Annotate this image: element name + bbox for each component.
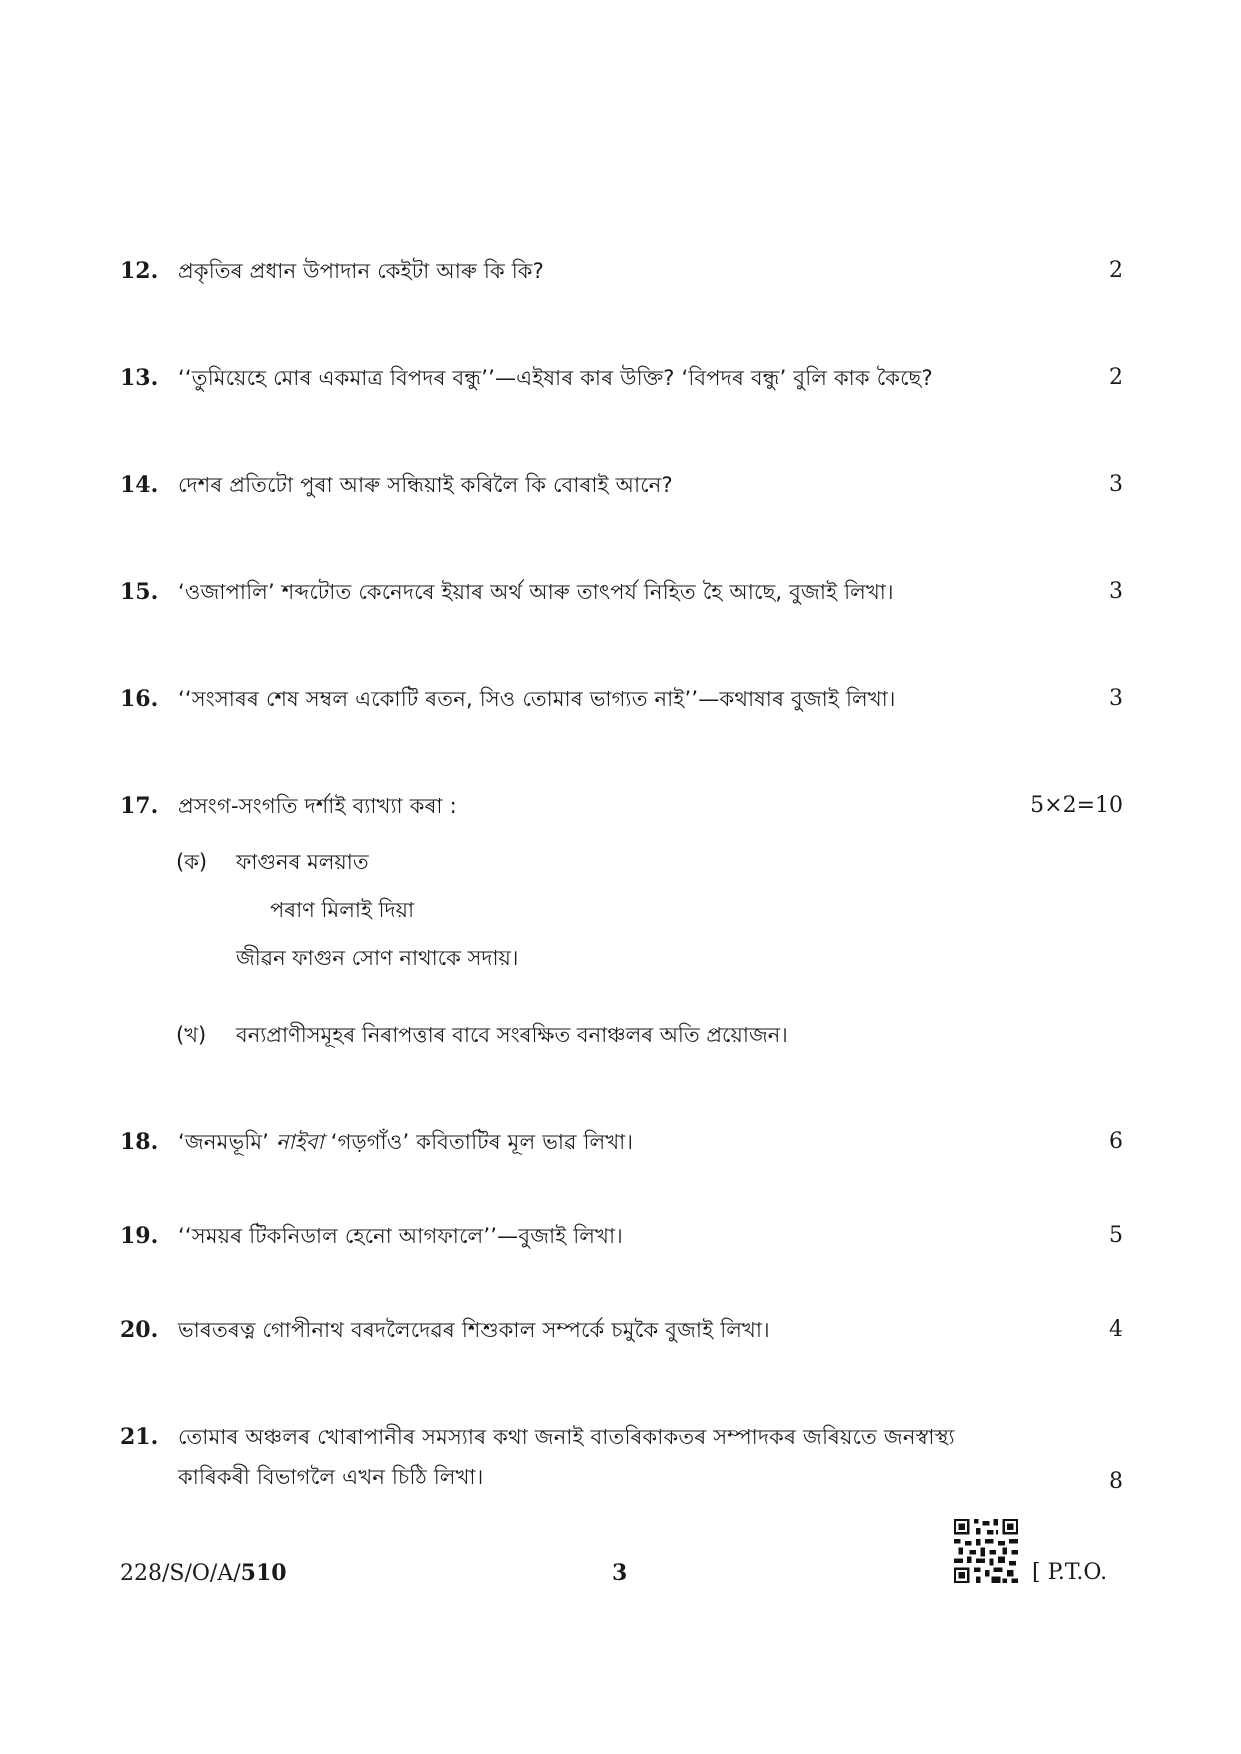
page-number: 3: [612, 1560, 628, 1586]
question-21: [120, 1422, 1123, 1502]
question-text: দেশৰ প্ৰতিটো পুৰা আৰু সন্ধিয়াই কৰিলৈ কি বোৰাই আনে?: [178, 473, 673, 497]
q17-part-kha-text: বন্যপ্ৰাণীসমূহৰ নিৰাপত্তাৰ বাবে সংৰক্ষিত বনাঞ্চলৰ অতি প্ৰয়োজন।: [236, 1023, 788, 1047]
question-number: 19.: [120, 1223, 159, 1249]
question-marks: 4: [1109, 1317, 1123, 1342]
question-text: প্ৰকৃতিৰ প্ৰধান উপাদান কেইটা আৰু কি কি?: [178, 259, 544, 283]
question-text: ‘‘সংসাৰৰ শেষ সম্বল একোটি ৰতন, সিও তোমাৰ ভাগ্যত নাই’’—কথাষাৰ বুজাই লিখা।: [178, 687, 896, 711]
paper-code-number: 510: [240, 1560, 287, 1586]
question-marks: 5: [1109, 1223, 1123, 1248]
question-number: 12.: [120, 258, 159, 284]
question-marks: 6: [1109, 1129, 1123, 1154]
q17-part-ka-label: (ক): [176, 850, 208, 874]
question-marks: 8: [1109, 1469, 1123, 1494]
question-marks: 3: [1109, 472, 1123, 497]
q17-part-ka-line-2: পৰাণ মিলাই দিয়া: [270, 898, 415, 922]
question-text-part-b: ‘গড়গাঁও’ কবিতাটিৰ মূল ভাৱ লিখা।: [323, 1130, 634, 1154]
q17-part-kha-label: (খ): [176, 1023, 207, 1047]
paper-code: [120, 1558, 287, 1589]
question-text-line-1: তোমাৰ অঞ্চলৰ খোৰাপানীৰ সমস্যাৰ কথা জনাই বাতৰিকাকতৰ সম্পাদকৰ জৰিয়তে জনস্বাস্থ্য: [178, 1425, 955, 1449]
question-number: 16.: [120, 686, 159, 712]
paper-code-prefix: 228/S/O/A/: [120, 1561, 241, 1586]
question-number: 15.: [120, 579, 159, 605]
or-word: নাইবা: [275, 1130, 324, 1154]
question-marks: 5×2=10: [1030, 793, 1123, 818]
question-text: [178, 1127, 1013, 1157]
question-marks: 3: [1109, 686, 1123, 711]
question-text: ভাৰতৰত্ন গোপীনাথ বৰদলৈদেৱৰ শিশুকাল সম্পৰ্কে চমুকৈ বুজাই লিখা।: [178, 1318, 770, 1342]
question-marks: 3: [1109, 579, 1123, 604]
q17-part-ka-line-1: ফাগুনৰ মলয়াত: [236, 850, 369, 874]
question-text: ‘‘তুমিয়েহে মোৰ একমাত্ৰ বিপদৰ বন্ধু’’—এইষাৰ কাৰ উক্তি? ‘বিপদৰ বন্ধু’ বুলি কাক কৈছে?: [178, 366, 933, 390]
question-number: 14.: [120, 472, 159, 498]
please-turn-over: [ P.T.O.: [1032, 1560, 1108, 1585]
question-text: ‘ওজাপালি’ শব্দটোত কেনেদৰে ইয়াৰ অৰ্থ আৰু তাৎপৰ্য নিহিত হৈ আছে, বুজাই লিখা।: [178, 580, 894, 604]
question-marks: 2: [1109, 365, 1123, 390]
question-number: 17.: [120, 793, 159, 819]
question-number: 18.: [120, 1129, 159, 1155]
question-number: 13.: [120, 365, 159, 391]
question-text-line-2: কাৰিকৰী বিভাগলৈ এখন চিঠি লিখা।: [178, 1465, 484, 1489]
question-text: প্ৰসংগ-সংগতি দৰ্শাই ব্যাখ্যা কৰা :: [178, 794, 457, 818]
question-number: 21.: [120, 1424, 159, 1450]
question-text: ‘‘সময়ৰ টিকনিডাল হেনো আগফালে’’—বুজাই লিখা।: [178, 1224, 623, 1248]
qr-code-icon: [954, 1519, 1018, 1583]
question-text-part-a: ‘জনমভূমি’: [178, 1130, 276, 1154]
q17-part-ka-line-3: জীৱন ফাগুন সোণ নাথাকে সদায়।: [236, 946, 519, 970]
question-marks: 2: [1109, 258, 1123, 283]
question-number: 20.: [120, 1317, 159, 1343]
